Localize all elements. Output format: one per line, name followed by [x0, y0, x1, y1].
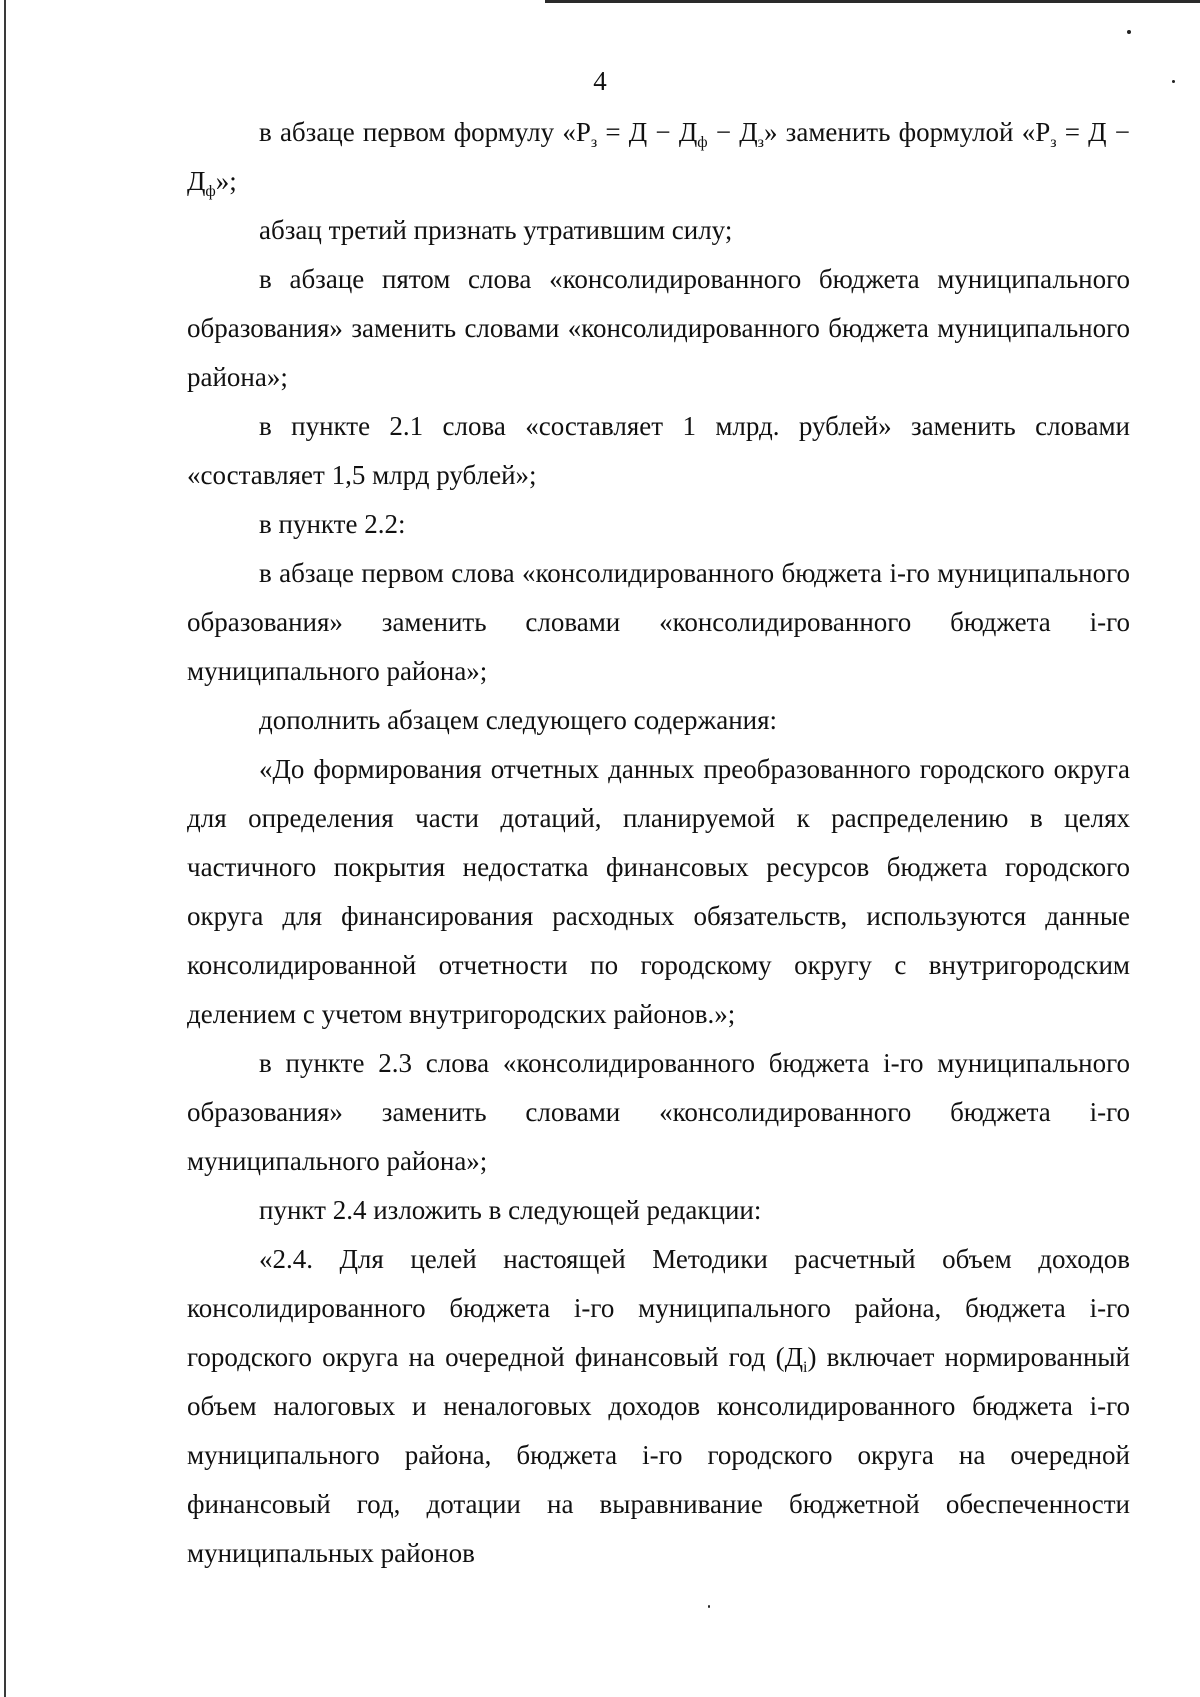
page-number: 4 [593, 66, 607, 96]
paragraph-text: в абзаце пятом слова «консолидированного бюджета муниципального образования» заменить словами «консолидированного бюджета муниципального района»; [187, 264, 1130, 392]
paragraph-text: − Д [707, 117, 758, 147]
paragraph-text: в абзаце первом формулу «Р [259, 117, 591, 147]
subscript: i [803, 1359, 808, 1376]
scan-speck [1127, 30, 1131, 34]
paragraph-text: в пункте 2.1 слова «составляет 1 млрд. рублей» заменить словами «составляет 1,5 млрд рублей»; [187, 411, 1130, 490]
paragraph [187, 402, 1130, 500]
paragraph-text: в пункте 2.2: [259, 509, 406, 539]
paragraph [187, 1039, 1130, 1186]
paragraph-text: в абзаце первом слова «консолидированного бюджета i-го муниципального образования» заменить словами «консолидированного бюджета i-го муниципального района»; [187, 558, 1130, 686]
document-body [187, 108, 1130, 1578]
paragraph [187, 206, 1130, 255]
paragraph-text: » заменить формулой «Р [763, 117, 1051, 147]
paragraph-text: »; [215, 166, 237, 196]
paragraph [187, 745, 1130, 1039]
paragraph-text: = Д − Д [597, 117, 698, 147]
subscript: з [757, 134, 764, 151]
paragraph-text: «2.4. Для целей настоящей Методики расчетный объем доходов консолидированного бюджета i-го муниципального района, бюджета i-го городского округа на очередной финансовый год (Д [187, 1244, 1130, 1372]
scan-left-edge [4, 0, 6, 1697]
subscript: ф [205, 183, 216, 200]
paragraph [187, 1235, 1130, 1578]
paragraph-text: пункт 2.4 изложить в следующей редакции: [259, 1195, 762, 1225]
paragraph [187, 108, 1130, 206]
paragraph [187, 500, 1130, 549]
paragraph-text: «До формирования отчетных данных преобразованного городского округа для определения части дотаций, планируемой к распределению в целях частичного покрытия недостатка финансовых ресурсов бюджета городского округа для финансирования расходных обязательств, используются данные консолидированной отчетности по городскому округу с внутригородским делением с учетом внутригородских районов.»; [187, 754, 1130, 1029]
paragraph-text: ) включает нормированный объем налоговых и неналоговых доходов консолидированного бюджета i-го муниципального района, бюджета i-го городского округа на очередной финансовый год, дотации на выравнивание бюджетной обеспеченности муниципальных районов [187, 1342, 1130, 1568]
subscript: з [1050, 134, 1057, 151]
subscript: з [590, 134, 598, 151]
paragraph [187, 255, 1130, 402]
paragraph-text: в пункте 2.3 слова «консолидированного бюджета i-го муниципального образования» заменить словами «консолидированного бюджета i-го муниципального района»; [187, 1048, 1130, 1176]
paragraph [187, 1186, 1130, 1235]
scan-speck [708, 1605, 710, 1608]
scan-top-edge [545, 0, 1200, 3]
paragraph [187, 549, 1130, 696]
subscript: ф [697, 134, 708, 151]
paragraph [187, 696, 1130, 745]
paragraph-text: дополнить абзацем следующего содержания: [259, 705, 778, 735]
paragraph-text: = Д − Д [187, 117, 1130, 196]
paragraph-text: абзац третий признать утратившим силу; [259, 215, 733, 245]
